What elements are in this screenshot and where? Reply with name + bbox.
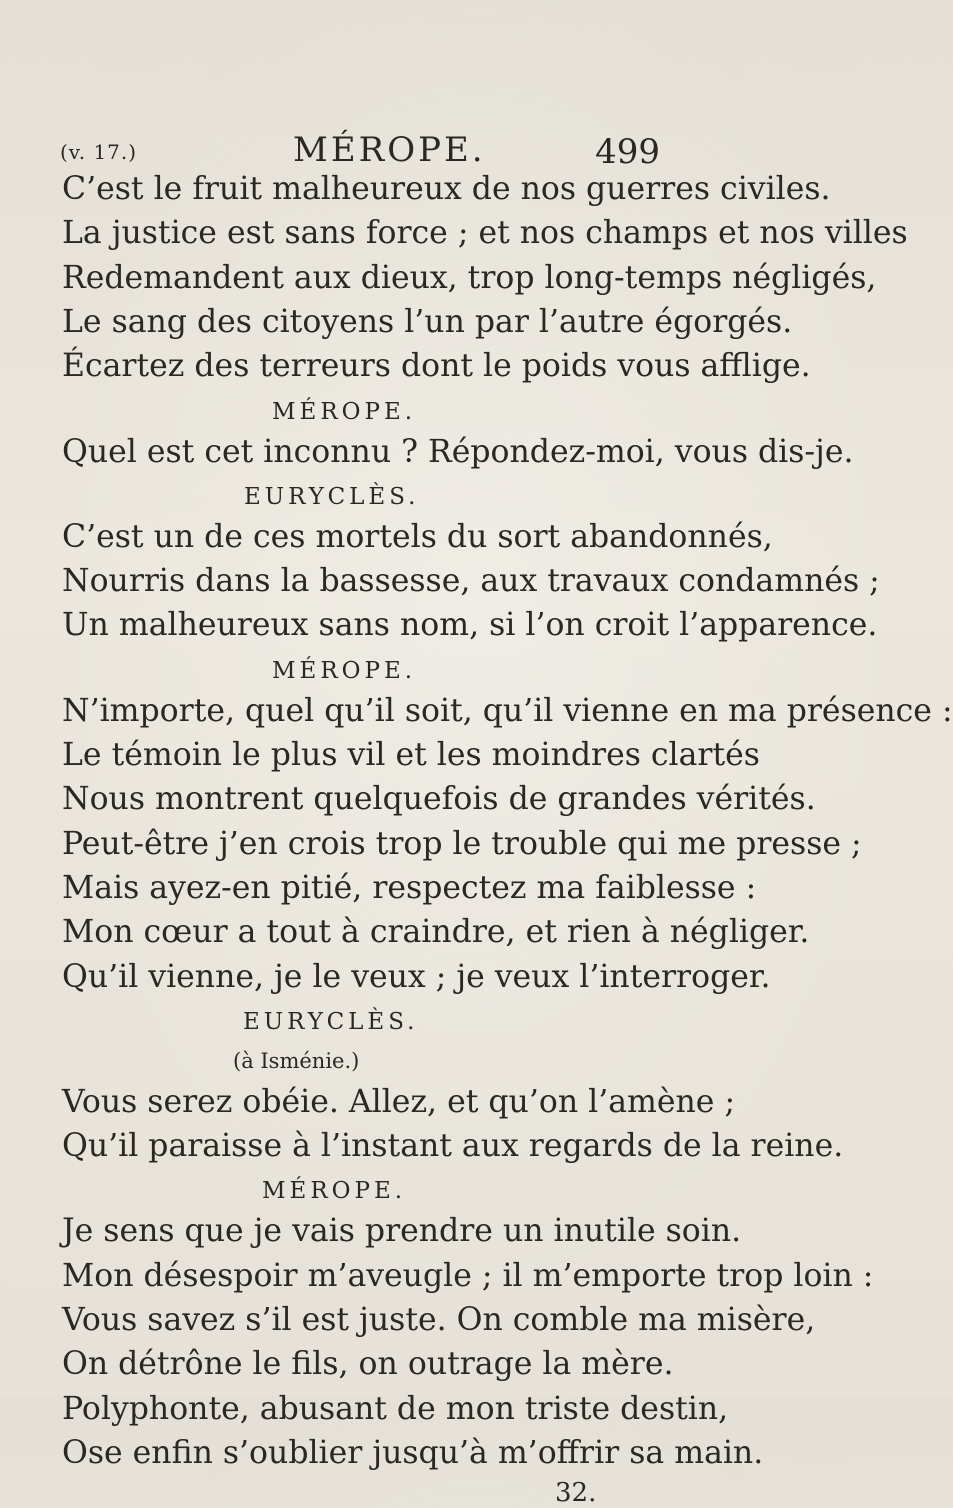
verse-line: Mon désespoir m’aveugle ; il m’emporte trop loin : bbox=[62, 1257, 874, 1294]
verse-line: Mais ayez-en pitié, respectez ma faiblesse : bbox=[62, 869, 757, 906]
verse-line: Redemandent aux dieux, trop long-temps négligés, bbox=[62, 259, 877, 296]
speaker-name: EURYCLÈS. bbox=[243, 1008, 419, 1035]
verse-line: Écartez des terreurs dont le poids vous afflige. bbox=[62, 348, 811, 385]
verse-line: Polyphonte, abusant de mon triste destin, bbox=[62, 1390, 729, 1427]
speaker-name: MÉROPE. bbox=[262, 1178, 407, 1205]
verse-line: Peut-être j’en crois trop le trouble qui me presse ; bbox=[62, 825, 862, 862]
verse-line: Un malheureux sans nom, si l’on croit l’apparence. bbox=[62, 607, 878, 644]
verse-line: Nourris dans la bassesse, aux travaux condamnés ; bbox=[62, 563, 880, 600]
verse-line: Qu’il paraisse à l’instant aux regards de la reine. bbox=[62, 1128, 844, 1165]
verse-line: Mon cœur a tout à craindre, et rien à négliger. bbox=[62, 914, 810, 951]
signature-mark: 32. bbox=[555, 1478, 597, 1508]
verse-reference: (v. 17.) bbox=[60, 140, 138, 164]
verse-line: C’est le fruit malheureux de nos guerres civiles. bbox=[62, 171, 831, 207]
verse-line: Le sang des citoyens l’un par l’autre égorgés. bbox=[62, 303, 793, 340]
running-head bbox=[60, 130, 660, 170]
verse-line: Nous montrent quelquefois de grandes vérités. bbox=[62, 781, 816, 818]
verse-line: Ose enfin s’oublier jusqu’à m’offrir sa main. bbox=[62, 1434, 764, 1471]
speaker-name: EURYCLÈS. bbox=[244, 483, 420, 510]
stage-direction: (à Isménie.) bbox=[233, 1048, 360, 1073]
verse-line: Le témoin le plus vil et les moindres clartés bbox=[62, 737, 760, 773]
verse-line: Qu’il vienne, je le veux ; je veux l’interroger. bbox=[62, 958, 771, 995]
verse-line: La justice est sans force ; et nos champs et nos villes bbox=[62, 215, 908, 252]
verse-line: Quel est cet inconnu ? Répondez-moi, vous dis-je. bbox=[62, 433, 854, 470]
verse-line: Je sens que je vais prendre un inutile soin. bbox=[62, 1213, 742, 1250]
speaker-name: MÉROPE. bbox=[272, 398, 417, 425]
running-title: MÉROPE. bbox=[293, 130, 486, 170]
verse-line: Vous serez obéie. Allez, et qu’on l’amène ; bbox=[62, 1083, 736, 1120]
page-number: 499 bbox=[595, 132, 660, 172]
verse-line: N’importe, quel qu’il soit, qu’il vienne en ma présence : bbox=[62, 692, 953, 729]
speaker-name: MÉROPE. bbox=[272, 657, 417, 684]
verse-line: C’est un de ces mortels du sort abandonnés, bbox=[62, 518, 773, 555]
verse-line: On détrône le fils, on outrage la mère. bbox=[62, 1346, 674, 1383]
verse-line: Vous savez s’il est juste. On comble ma misère, bbox=[62, 1302, 816, 1338]
